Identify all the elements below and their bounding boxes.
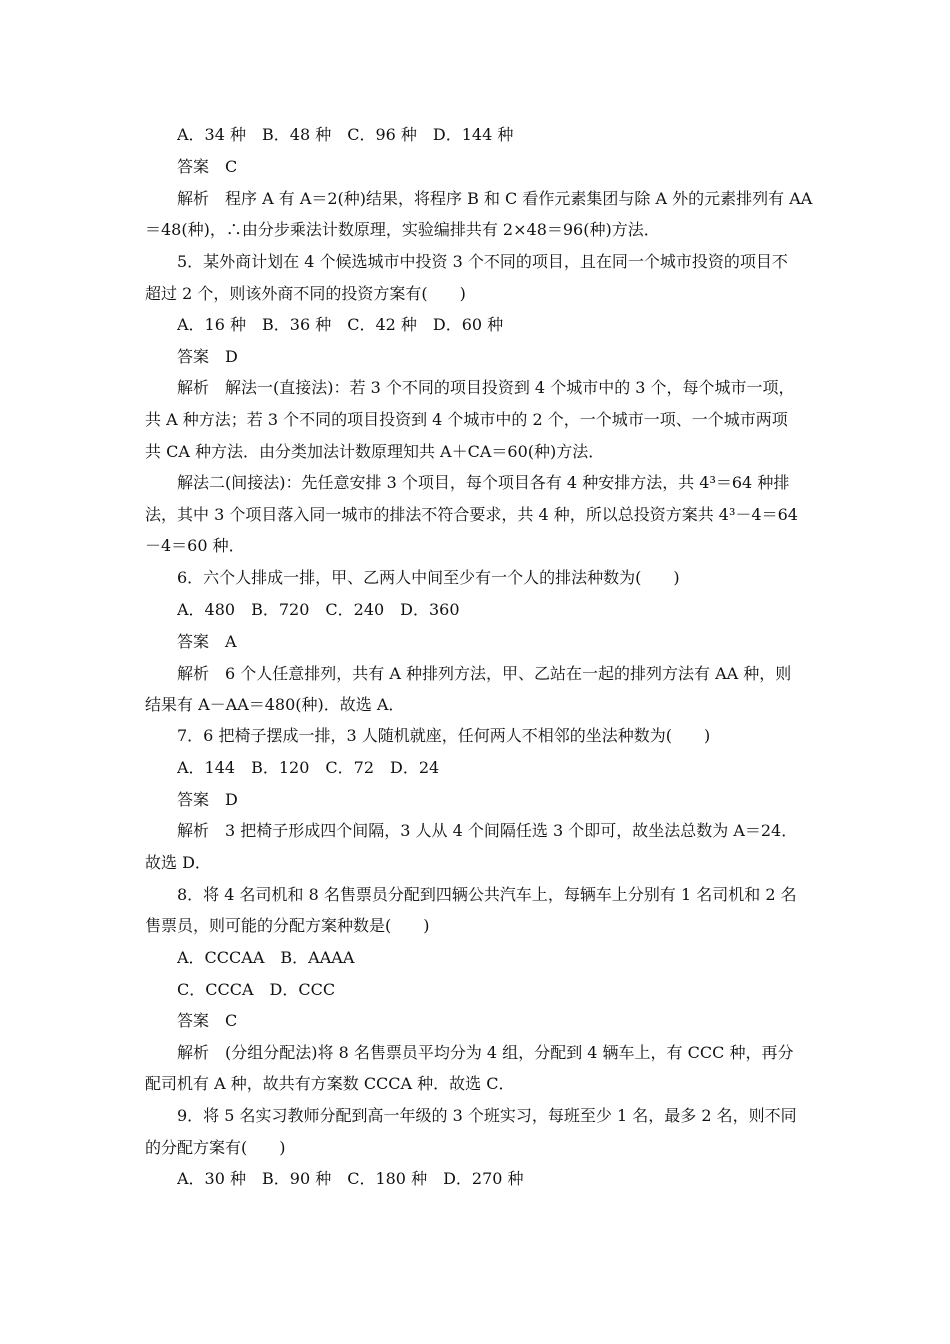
text-line: 解析 3 把椅子形成四个间隔，3 人从 4 个间隔任选 3 个即可，故坐法总数为 A＝24．	[177, 821, 798, 840]
text-line: A．16 种 B．36 种 C．42 种 D．60 种	[177, 315, 504, 334]
text-line: A．480 B．720 C．240 D．360	[177, 600, 460, 619]
text-line: 答案 C	[177, 157, 238, 176]
text-line: 超过 2 个，则该外商不同的投资方案有( )	[145, 284, 466, 303]
text-line: 5．某外商计划在 4 个候选城市中投资 3 个不同的项目，且在同一个城市投资的项目不	[177, 252, 788, 271]
text-line: 答案 C	[177, 1011, 238, 1030]
text-line: －4＝60 种．	[145, 536, 245, 555]
text-line: 故选 D．	[145, 853, 211, 872]
text-line: 售票员，则可能的分配方案种数是( )	[145, 916, 430, 935]
text-line: A．34 种 B．48 种 C．96 种 D．144 种	[177, 125, 514, 144]
text-line: 的分配方案有( )	[145, 1138, 286, 1157]
text-line: 8．将 4 名司机和 8 名售票员分配到四辆公共汽车上，每辆车上分别有 1 名司机和 2 名	[177, 885, 797, 904]
text-line: 7．6 把椅子摆成一排，3 人随机就座，任何两人不相邻的坐法种数为( )	[177, 726, 711, 745]
text-line: 法，其中 3 个项目落入同一城市的排法不符合要求，共 4 种，所以总投资方案共 4³－4＝64	[145, 505, 798, 524]
text-line: 共 A 种方法；若 3 个不同的项目投资到 4 个城市中的 2 个，一个城市一项、一个城市两项	[145, 410, 788, 429]
text-line: 9．将 5 名实习教师分配到高一年级的 3 个班实习，每班至少 1 名，最多 2 名，则不同	[177, 1106, 797, 1125]
text-line: A．30 种 B．90 种 C．180 种 D．270 种	[177, 1169, 524, 1188]
text-line: 解析 解法一(直接法)：若 3 个不同的项目投资到 4 个城市中的 3 个，每个城市一项，	[177, 378, 795, 397]
text-line: 解析 (分组分配法)将 8 名售票员平均分为 4 组，分配到 4 辆车上，有 CCC 种，再分	[177, 1043, 794, 1062]
text-line: 配司机有 A 种，故共有方案数 CCCA 种．故选 C．	[145, 1074, 515, 1093]
text-line: A．144 B．120 C．72 D．24	[177, 758, 440, 777]
text-line: 答案 A	[177, 632, 237, 651]
text-line: 6．六个人排成一排，甲、乙两人中间至少有一个人的排法种数为( )	[177, 568, 680, 587]
text-line: 答案 D	[177, 347, 238, 366]
text-line: C．CCCA D．CCC	[177, 980, 336, 999]
text-line: A．CCCAA B．AAAA	[177, 948, 355, 967]
text-line: 共 CA 种方法．由分类加法计数原理知共 A＋CA＝60(种)方法．	[145, 442, 605, 461]
text-line: 解析 程序 A 有 A＝2(种)结果，将程序 B 和 C 看作元素集团与除 A 外的元素排列有 AA	[177, 189, 813, 208]
text-line: ＝48(种)，∴由分步乘法计数原理，实验编排共有 2×48＝96(种)方法．	[145, 220, 660, 239]
text-line: 解法二(间接法)：先任意安排 3 个项目，每个项目各有 4 种安排方法，共 4³＝64 种排	[177, 473, 790, 492]
text-line: 解析 6 个人任意排列，共有 A 种排列方法，甲、乙站在一起的排列方法有 AA 种，则	[177, 664, 792, 683]
text-line: 答案 D	[177, 790, 238, 809]
text-line: 结果有 A－AA＝480(种)．故选 A．	[145, 695, 405, 714]
